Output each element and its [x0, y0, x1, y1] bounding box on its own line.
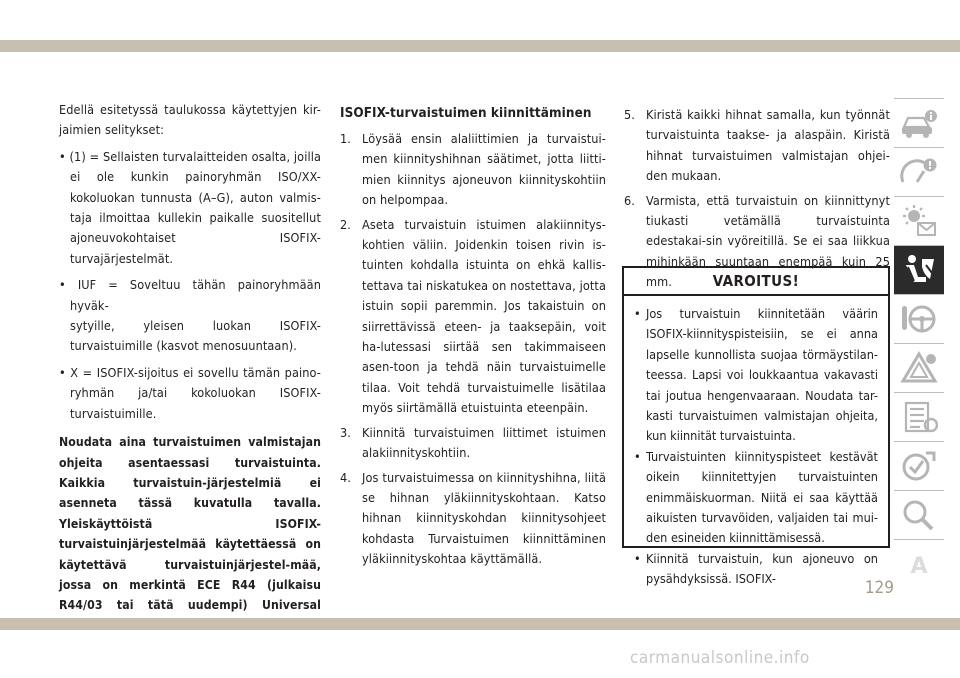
tab-specifications[interactable] [894, 441, 944, 490]
dashboard-warning-icon [900, 156, 938, 188]
bold-note: Noudata aina turvaistuimen valmistajan ohjeita asentaessasi turvaistuinta. Kaikkia turvaistuin-järjestelmiä ei asenneta tässä kuvatulla tavalla. Yleiskäyttöistä ISOFIX-turvaistuinjärjestelmää käytettäessä on käytettävä turvaistuinjärjestel-mää, jossa on merkintä ECE R44 (julkaisu R44/03 tai tätä uudempi) Universal [59, 435, 321, 613]
column-2 [340, 105, 606, 574]
tab-maintenance[interactable] [894, 392, 944, 441]
chapter-tabs [894, 98, 944, 588]
footer-band [0, 618, 960, 630]
search-icon [900, 498, 938, 532]
step-item: 3. Kiinnitä turvaistuimen liittimet istuimen alakiinnityskohtiin. [340, 424, 606, 461]
warning-item: • Turvaistuinten kiinnityspisteet kestävät oikein kiinnitettyjen turvaistuinten enimmäiskuorman. Niitä ei saa käyttää aikuisten turvavöiden, valjaiden tai mui-den esineiden kiinnittämisessä. [634, 448, 878, 546]
tab-dashboard[interactable] [894, 147, 944, 196]
warning-title: VAROITUS! [624, 268, 888, 296]
safety-seat-icon [900, 253, 938, 287]
tab-index[interactable] [894, 539, 944, 588]
warning-item: • Jos turvaistuin kiinnitetään väärin ISOFIX-kiinnityspisteisiin, se ei anna lapselle kunnollista suojaa törmäystilan-teessa. Lapsi voi loukkaantua vakavasti tai joutua hengenvaaraan. Noudata tar-kasti turvaistuimen valmistajan ohjeita, kun kiinnität turvaistuinta. [634, 306, 878, 444]
bullet-item: • (1) = Sellaisten turvalaitteiden osalta, joilla ei ole kunkin painoryhmän ISO/XX-kokoluokan tunnusta (A–G), auton valmis-taja ilmoittaa kullekin paikalle suositellut ajoneuvokohtaiset ISOFIX-turvajärjestelmät. [59, 148, 321, 266]
section-heading: ISOFIX-turvaistuimen kiinnittäminen [340, 106, 592, 121]
tab-search[interactable] [894, 490, 944, 539]
step-item: 1. Löysää ensin alaliittimien ja turvaistui-men kiinnityshihnan säätimet, jotta liitti-mien kiinnitys ajoneuvon kiinnityskohtiin on helpompaa. [340, 131, 606, 208]
page-number: 129 [864, 578, 894, 598]
bullet-list [59, 147, 321, 424]
step-item: 4. Jos turvaistuimessa on kiinnityshihna, liitä se hihnan yläkiinnityskohtaan. Katso hihnan kiinnityskohdan kiinnitysohjeet kohdasta Turvaistuimen kiinnittäminen yläkiinnityskohtaa käyttämällä. [340, 469, 606, 567]
index-letters-icon [897, 543, 941, 585]
warning-box [622, 266, 890, 587]
warning-body [624, 296, 888, 590]
top-band [0, 0, 960, 52]
car-info-icon [900, 107, 938, 139]
intro-text: Edellä esitetyssä taulukossa käytettyjen kir-jaimien selitykset: [59, 102, 321, 138]
tab-safety[interactable] [894, 245, 944, 294]
bullet-item: • X = ISOFIX-sijoitus ei sovellu tämän paino- ryhmän ja/tai kokoluokan ISOFIX-turvaistuimille. [59, 364, 321, 421]
tab-driving[interactable] [894, 294, 944, 343]
tab-lights-controls[interactable] [894, 196, 944, 245]
watermark: carmanualsonline.info [630, 648, 810, 668]
step-item: 6. Varmista, että turvaistuin on kiinnittynyt tiukasti vetämällä turvaistuinta edestakai-sin vyöreitillä. Se ei saa liikkua mihinkään suuntaan enempää kuin 25 mm. [624, 192, 890, 290]
column-1 [59, 100, 321, 636]
index-letter-a: A [910, 554, 928, 579]
step-item: 2. Aseta turvaistuin istuimen alakiinnitys-kohtien väliin. Joidenkin toisen rivin is-tuinten kohdalla istuinta on ehkä kallis-tettava tai niskatukea on nostettava, jotta istuin sopii paremmin. Jos takaistuin on siirrettävissä eteen- ja taaksepäin, voit ha-lutessasi siirtää sen takimmaiseen asen-toon ja tehdä näin turvaistuimelle tilaa. Voit tehdä turvaistuimelle lisätilaa myös siirtämällä etuistuinta eteenpäin. [340, 216, 606, 416]
steering-wheel-icon [900, 302, 938, 336]
maintenance-checklist-icon [900, 400, 938, 434]
hazard-warning-icon [900, 351, 938, 385]
warning-item: • Kiinnitä turvaistuin, kun ajoneuvo on pysähdyksissä. ISOFIX- [634, 550, 878, 587]
lights-controls-icon [900, 204, 938, 238]
tab-car-info[interactable] [894, 98, 944, 147]
specifications-icon [900, 449, 938, 483]
step-item: 5. Kiristä kaikki hihnat samalla, kun työnnät turvaistuinta taakse- ja alaspäin. Kiristä hihnat turvaistuimen valmistajan ohjei-den mukaan. [624, 107, 890, 184]
tab-emergency[interactable] [894, 343, 944, 392]
bullet-item: • IUF = Soveltuu tähän painoryhmään hyväk- sytyille, yleisen luokan ISOFIX-turvaistuimille (kasvot menosuuntaan). [59, 277, 321, 354]
